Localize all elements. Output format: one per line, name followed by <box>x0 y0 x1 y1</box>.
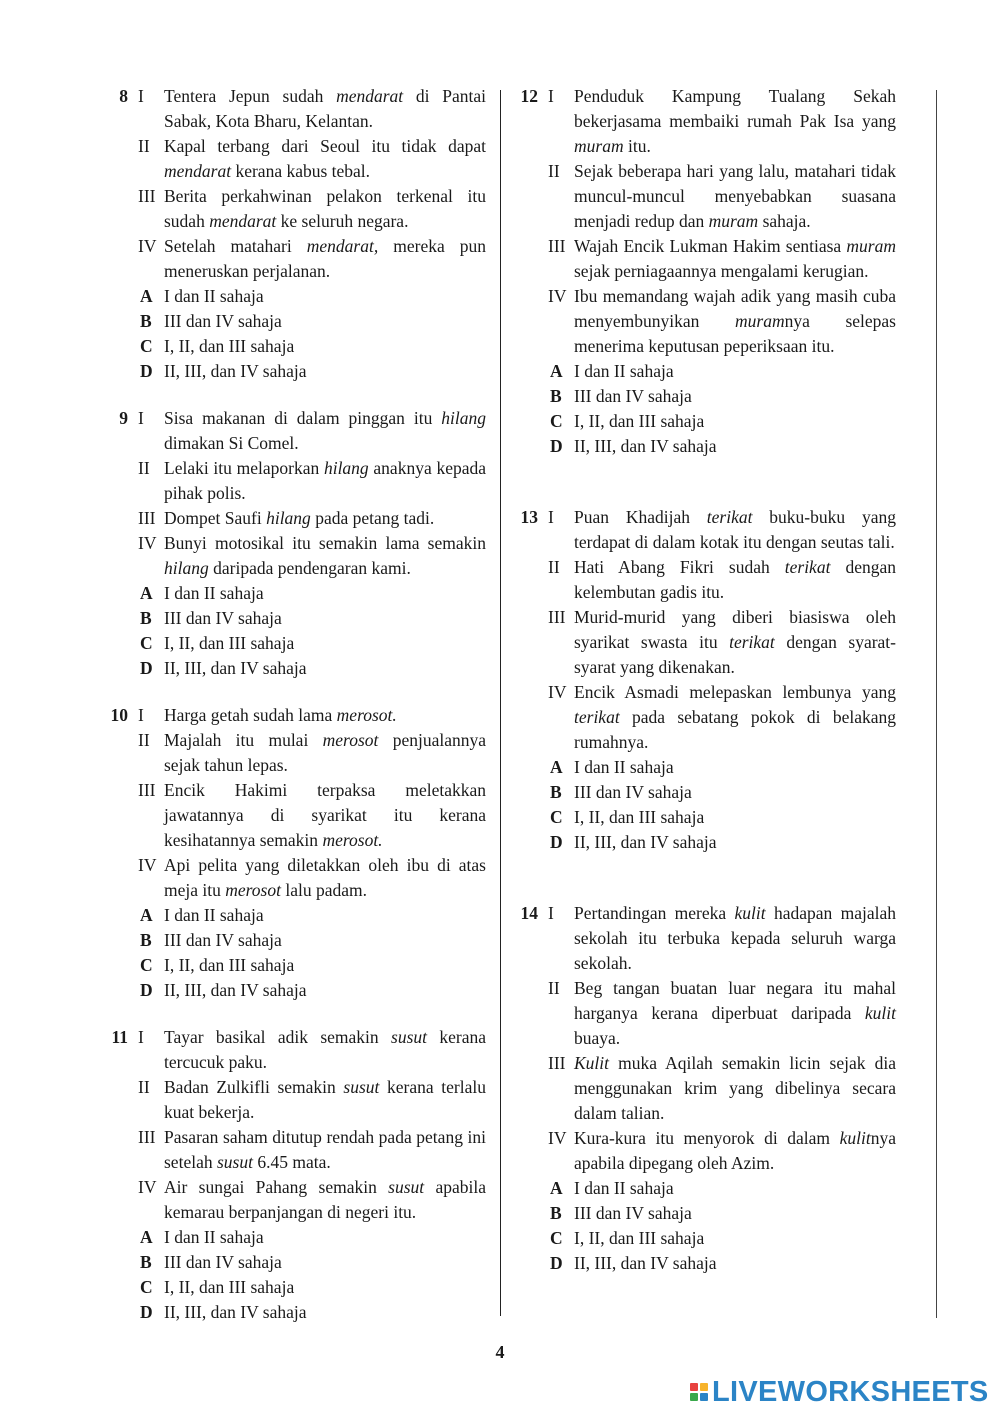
statement-text: Murid-murid yang diberi biasiswa oleh syarikat swasta itu terikat dengan syarat-syarat yang dikenakan. <box>574 607 896 677</box>
option-letter: A <box>140 286 153 306</box>
option-letter: A <box>550 1178 563 1198</box>
liveworksheets-icon <box>690 1383 708 1401</box>
question-10 <box>104 703 486 1003</box>
statement-numeral: III <box>138 508 156 528</box>
statement <box>104 84 486 134</box>
option-letter: D <box>550 436 563 456</box>
statement-text: Hati Abang Fikri sudah terikat dengan kelembutan gadis itu. <box>574 557 896 602</box>
statement-numeral: II <box>548 978 560 998</box>
statement <box>514 680 896 755</box>
option-text: I, II, dan III sahaja <box>574 1228 705 1248</box>
answer-option-a[interactable] <box>514 755 896 780</box>
statement-text: Pertandingan mereka kulit hadapan majalah sekolah itu terbuka kepada seluruh warga sekolah. <box>574 903 896 973</box>
option-letter: C <box>140 336 153 356</box>
statement <box>514 505 896 555</box>
statement <box>514 976 896 1051</box>
statement <box>514 234 896 284</box>
statement-text: Encik Hakimi terpaksa meletakkan jawatannya di syarikat itu kerana kesihatannya semakin merosot. <box>164 780 486 850</box>
statement-numeral: IV <box>548 682 567 702</box>
statement-numeral: I <box>138 1027 144 1047</box>
option-letter: D <box>140 980 153 1000</box>
statement-numeral: II <box>548 161 560 181</box>
answer-option-d[interactable] <box>514 830 896 855</box>
answer-option-c[interactable] <box>514 1226 896 1251</box>
answer-option-b[interactable] <box>514 1201 896 1226</box>
statement-text: Lelaki itu melaporkan hilang anaknya kepada pihak polis. <box>164 458 486 503</box>
option-text: III dan IV sahaja <box>574 782 692 802</box>
logo-square-blue <box>700 1393 708 1401</box>
statement-numeral: II <box>138 730 150 750</box>
statement <box>104 234 486 284</box>
statement <box>104 703 486 728</box>
statement-numeral: III <box>138 186 156 206</box>
answer-option-d[interactable] <box>104 656 486 681</box>
statement <box>104 134 486 184</box>
option-text: I dan II sahaja <box>164 286 264 306</box>
left-column <box>104 84 486 1325</box>
option-text: II, III, dan IV sahaja <box>164 361 307 381</box>
statement <box>104 506 486 531</box>
answer-option-a[interactable] <box>104 903 486 928</box>
option-letter: A <box>140 1227 153 1247</box>
statement-numeral: II <box>548 557 560 577</box>
answer-option-b[interactable] <box>514 384 896 409</box>
question-number: 10 <box>110 705 128 725</box>
statement <box>104 456 486 506</box>
statement-text: Badan Zulkifli semakin susut kerana terlalu kuat bekerja. <box>164 1077 486 1122</box>
option-text: I dan II sahaja <box>574 361 674 381</box>
answer-option-d[interactable] <box>104 359 486 384</box>
answer-option-d[interactable] <box>514 434 896 459</box>
answer-option-b[interactable] <box>104 606 486 631</box>
statement <box>514 159 896 234</box>
answer-option-c[interactable] <box>104 1275 486 1300</box>
statement-numeral: II <box>138 136 150 156</box>
statement <box>104 531 486 581</box>
option-letter: C <box>140 955 153 975</box>
question-13 <box>514 505 896 855</box>
answer-option-d[interactable] <box>104 1300 486 1325</box>
liveworksheets-wordmark: LIVEWORKSHEETS <box>712 1375 989 1408</box>
option-text: II, III, dan IV sahaja <box>574 436 717 456</box>
answer-option-c[interactable] <box>514 805 896 830</box>
answer-option-b[interactable] <box>104 928 486 953</box>
statement-text: Air sungai Pahang semakin susut apabila kemarau berpanjangan di negeri itu. <box>164 1177 486 1222</box>
statement <box>104 853 486 903</box>
statement <box>104 184 486 234</box>
option-text: III dan IV sahaja <box>164 311 282 331</box>
answer-option-a[interactable] <box>104 1225 486 1250</box>
option-letter: B <box>140 930 152 950</box>
option-text: II, III, dan IV sahaja <box>574 1253 717 1273</box>
statement-numeral: IV <box>548 286 567 306</box>
statement-text: Ibu memandang wajah adik yang masih cuba menyembunyikan muramnya selepas menerima keputusan peperiksaan itu. <box>574 286 896 356</box>
statement <box>104 1075 486 1125</box>
option-text: II, III, dan IV sahaja <box>164 658 307 678</box>
option-letter: B <box>140 608 152 628</box>
statement <box>104 728 486 778</box>
answer-option-b[interactable] <box>104 309 486 334</box>
option-letter: C <box>550 1228 563 1248</box>
option-text: III dan IV sahaja <box>574 386 692 406</box>
logo-square-green <box>690 1393 698 1401</box>
statement-numeral: I <box>138 408 144 428</box>
option-text: I, II, dan III sahaja <box>574 807 705 827</box>
right-column <box>514 84 896 1276</box>
answer-option-d[interactable] <box>514 1251 896 1276</box>
statement-text: Beg tangan buatan luar negara itu mahal harganya kerana diperbuat daripada kulit buaya. <box>574 978 896 1048</box>
statement <box>514 284 896 359</box>
statement <box>514 901 896 976</box>
statement-numeral: II <box>138 458 150 478</box>
statement <box>104 406 486 456</box>
statement-text: Kapal terbang dari Seoul itu tidak dapat mendarat kerana kabus tebal. <box>164 136 486 181</box>
statement-numeral: III <box>548 607 566 627</box>
option-letter: C <box>140 633 153 653</box>
page-number: 4 <box>495 1342 505 1362</box>
option-text: II, III, dan IV sahaja <box>164 980 307 1000</box>
statement-numeral: IV <box>138 236 157 256</box>
option-letter: A <box>550 757 563 777</box>
option-letter: D <box>140 361 153 381</box>
answer-option-a[interactable] <box>104 284 486 309</box>
question-number: 9 <box>119 408 128 428</box>
statement-text: Wajah Encik Lukman Hakim sentiasa muram sejak perniagaannya mengalami kerugian. <box>574 236 896 281</box>
question-9 <box>104 406 486 681</box>
option-letter: B <box>550 1203 562 1223</box>
statement-numeral: III <box>548 1053 566 1073</box>
question-11 <box>104 1025 486 1325</box>
option-text: I, II, dan III sahaja <box>164 336 295 356</box>
option-letter: B <box>550 782 562 802</box>
statement <box>514 1126 896 1176</box>
statement-numeral: III <box>548 236 566 256</box>
option-text: III dan IV sahaja <box>164 1252 282 1272</box>
option-letter: A <box>140 583 153 603</box>
option-letter: B <box>140 311 152 331</box>
statement-numeral: IV <box>138 533 157 553</box>
statement-text: Sejak beberapa hari yang lalu, matahari tidak muncul-muncul menyebabkan suasana menjadi redup dan muram sahaja. <box>574 161 896 231</box>
option-letter: B <box>550 386 562 406</box>
answer-option-a[interactable] <box>514 359 896 384</box>
statement-text: Pasaran saham ditutup rendah pada petang ini setelah susut 6.45 mata. <box>164 1127 486 1172</box>
statement-numeral: IV <box>138 855 157 875</box>
statement-text: Sisa makanan di dalam pinggan itu hilang dimakan Si Comel. <box>164 408 486 453</box>
option-text: I dan II sahaja <box>164 583 264 603</box>
statement-text: Api pelita yang diletakkan oleh ibu di atas meja itu merosot lalu padam. <box>164 855 486 900</box>
statement-numeral: I <box>138 86 144 106</box>
answer-option-c[interactable] <box>514 409 896 434</box>
statement <box>514 555 896 605</box>
statement-text: Bunyi motosikal itu semakin lama semakin hilang daripada pendengaran kami. <box>164 533 486 578</box>
question-number: 11 <box>111 1027 128 1047</box>
answer-option-b[interactable] <box>104 1250 486 1275</box>
statement <box>104 1175 486 1225</box>
option-letter: D <box>550 832 563 852</box>
option-text: III dan IV sahaja <box>574 1203 692 1223</box>
statement <box>514 84 896 159</box>
statement-text: Puan Khadijah terikat buku-buku yang terdapat di dalam kotak itu dengan seutas tali. <box>574 507 896 552</box>
option-letter: C <box>550 411 563 431</box>
statement-numeral: II <box>138 1077 150 1097</box>
statement-numeral: III <box>138 780 156 800</box>
option-text: I, II, dan III sahaja <box>164 955 295 975</box>
option-text: I, II, dan III sahaja <box>164 1277 295 1297</box>
option-text: III dan IV sahaja <box>164 930 282 950</box>
option-text: II, III, dan IV sahaja <box>164 1302 307 1322</box>
statement-text: Dompet Saufi hilang pada petang tadi. <box>164 508 435 528</box>
statement-text: Setelah matahari mendarat, mereka pun meneruskan perjalanan. <box>164 236 486 281</box>
option-letter: D <box>140 658 153 678</box>
answer-option-c[interactable] <box>104 631 486 656</box>
answer-option-a[interactable] <box>104 581 486 606</box>
statement-text: Tentera Jepun sudah mendarat di Pantai Sabak, Kota Bharu, Kelantan. <box>164 86 486 131</box>
statement-text: Kura-kura itu menyorok di dalam kulitnya apabila dipegang oleh Azim. <box>574 1128 896 1173</box>
answer-option-c[interactable] <box>104 334 486 359</box>
statement-text: Kulit muka Aqilah semakin licin sejak dia menggunakan krim yang dibelinya secara dalam talian. <box>574 1053 896 1123</box>
option-text: I dan II sahaja <box>574 757 674 777</box>
option-letter: B <box>140 1252 152 1272</box>
statement-numeral: IV <box>548 1128 567 1148</box>
logo-square-red <box>690 1383 698 1391</box>
statement <box>514 1051 896 1126</box>
statement-numeral: I <box>138 705 144 725</box>
answer-option-b[interactable] <box>514 780 896 805</box>
option-text: I, II, dan III sahaja <box>164 633 295 653</box>
option-text: I dan II sahaja <box>164 905 264 925</box>
statement <box>104 778 486 853</box>
question-number: 8 <box>119 86 128 106</box>
statement <box>104 1125 486 1175</box>
option-letter: C <box>140 1277 153 1297</box>
option-letter: A <box>550 361 563 381</box>
statement-text: Majalah itu mulai merosot penjualannya sejak tahun lepas. <box>164 730 486 775</box>
question-8 <box>104 84 486 384</box>
statement-text: Penduduk Kampung Tualang Sekah bekerjasama membaiki rumah Pak Isa yang muram itu. <box>574 86 896 156</box>
logo-square-yellow <box>700 1383 708 1391</box>
option-text: I, II, dan III sahaja <box>574 411 705 431</box>
option-text: I dan II sahaja <box>574 1178 674 1198</box>
question-14 <box>514 901 896 1276</box>
option-letter: D <box>140 1302 153 1322</box>
statement-numeral: I <box>548 507 554 527</box>
question-12 <box>514 84 896 459</box>
liveworksheets-logo[interactable] <box>690 1376 989 1408</box>
question-number: 12 <box>520 86 538 106</box>
statement-numeral: III <box>138 1127 156 1147</box>
option-text: II, III, dan IV sahaja <box>574 832 717 852</box>
question-number: 13 <box>520 507 538 527</box>
statement-text: Berita perkahwinan pelakon terkenal itu sudah mendarat ke seluruh negara. <box>164 186 486 231</box>
option-text: III dan IV sahaja <box>164 608 282 628</box>
statement-numeral: I <box>548 903 554 923</box>
statement-numeral: IV <box>138 1177 157 1197</box>
option-letter: D <box>550 1253 563 1273</box>
answer-option-a[interactable] <box>514 1176 896 1201</box>
option-letter: A <box>140 905 153 925</box>
statement-text: Encik Asmadi melepaskan lembunya yang terikat pada sebatang pokok di belakang rumahnya. <box>574 682 896 752</box>
answer-option-d[interactable] <box>104 978 486 1003</box>
question-number: 14 <box>520 903 538 923</box>
statement-numeral: I <box>548 86 554 106</box>
statement <box>104 1025 486 1075</box>
margin-line <box>936 90 937 1318</box>
answer-option-c[interactable] <box>104 953 486 978</box>
statement-text: Tayar basikal adik semakin susut kerana tercucuk paku. <box>164 1027 486 1072</box>
statement-text: Harga getah sudah lama merosot. <box>164 705 397 725</box>
option-text: I dan II sahaja <box>164 1227 264 1247</box>
statement <box>514 605 896 680</box>
option-letter: C <box>550 807 563 827</box>
column-divider <box>500 90 501 1316</box>
